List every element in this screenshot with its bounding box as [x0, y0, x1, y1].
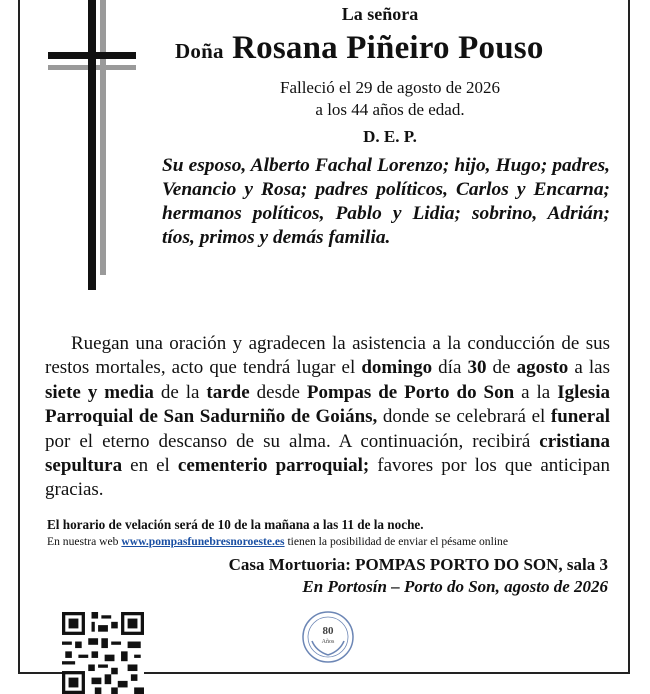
place-date: En Portosín – Porto do Son, agosto de 2026: [302, 577, 608, 596]
website-link[interactable]: www.pompasfunebresnoroeste.es: [121, 535, 285, 548]
funeral-notice-paragraph: Ruegan una oración y agradecen la asistencia a la conducción de sus restos mortales, acto que tendrá lugar el domingo día 30 de agosto a las siete y media de la tarde desde Pompas de Porto do Son a la Iglesia Parroquial de San Sadurniño de Goiáns, donde se celebrará el funeral por el eterno descanso de su alma. A continuación, recibirá cristiana sepultura en el cementerio parroquial; favores por los que anticipan gracias.: [45, 333, 610, 501]
anniversary-seal-icon: [300, 609, 356, 665]
death-date: Falleció el 29 de agosto de 2026: [279, 78, 500, 97]
seal-label: Años: [321, 639, 335, 645]
wake-hours: El horario de velación será de 10 de la mañana a las 11 de la noche.: [47, 517, 424, 532]
cross-black-horizontal: [48, 52, 136, 59]
web-condolence-line: En nuestra web www.pompasfunebresnoroeste.es tienen la posibilidad de enviar el pésame online: [47, 535, 508, 548]
intro-text: La señora: [341, 4, 419, 24]
rip-text: D. E. P.: [363, 127, 417, 146]
family-list: Su esposo, Alberto Fachal Lorenzo; hijo, Hugo; padres, Venancio y Rosa; padres políticos, Carlos y Encarna; hermanos políticos, Pablo y Lidia; sobrino, Adrián; tíos, primos y demás familia.: [162, 155, 610, 248]
seal-years: 80: [322, 625, 334, 637]
deceased-fullname: Rosana Piñeiro Pouso: [232, 30, 544, 66]
deceased-name: [175, 30, 544, 67]
funeral-home: Casa Mortuoria: POMPAS PORTO DO SON, sala 3: [228, 555, 608, 574]
qr-code-icon[interactable]: [62, 612, 144, 694]
title-prefix: Doña: [175, 39, 224, 63]
age-line: a los 44 años de edad.: [315, 100, 465, 119]
